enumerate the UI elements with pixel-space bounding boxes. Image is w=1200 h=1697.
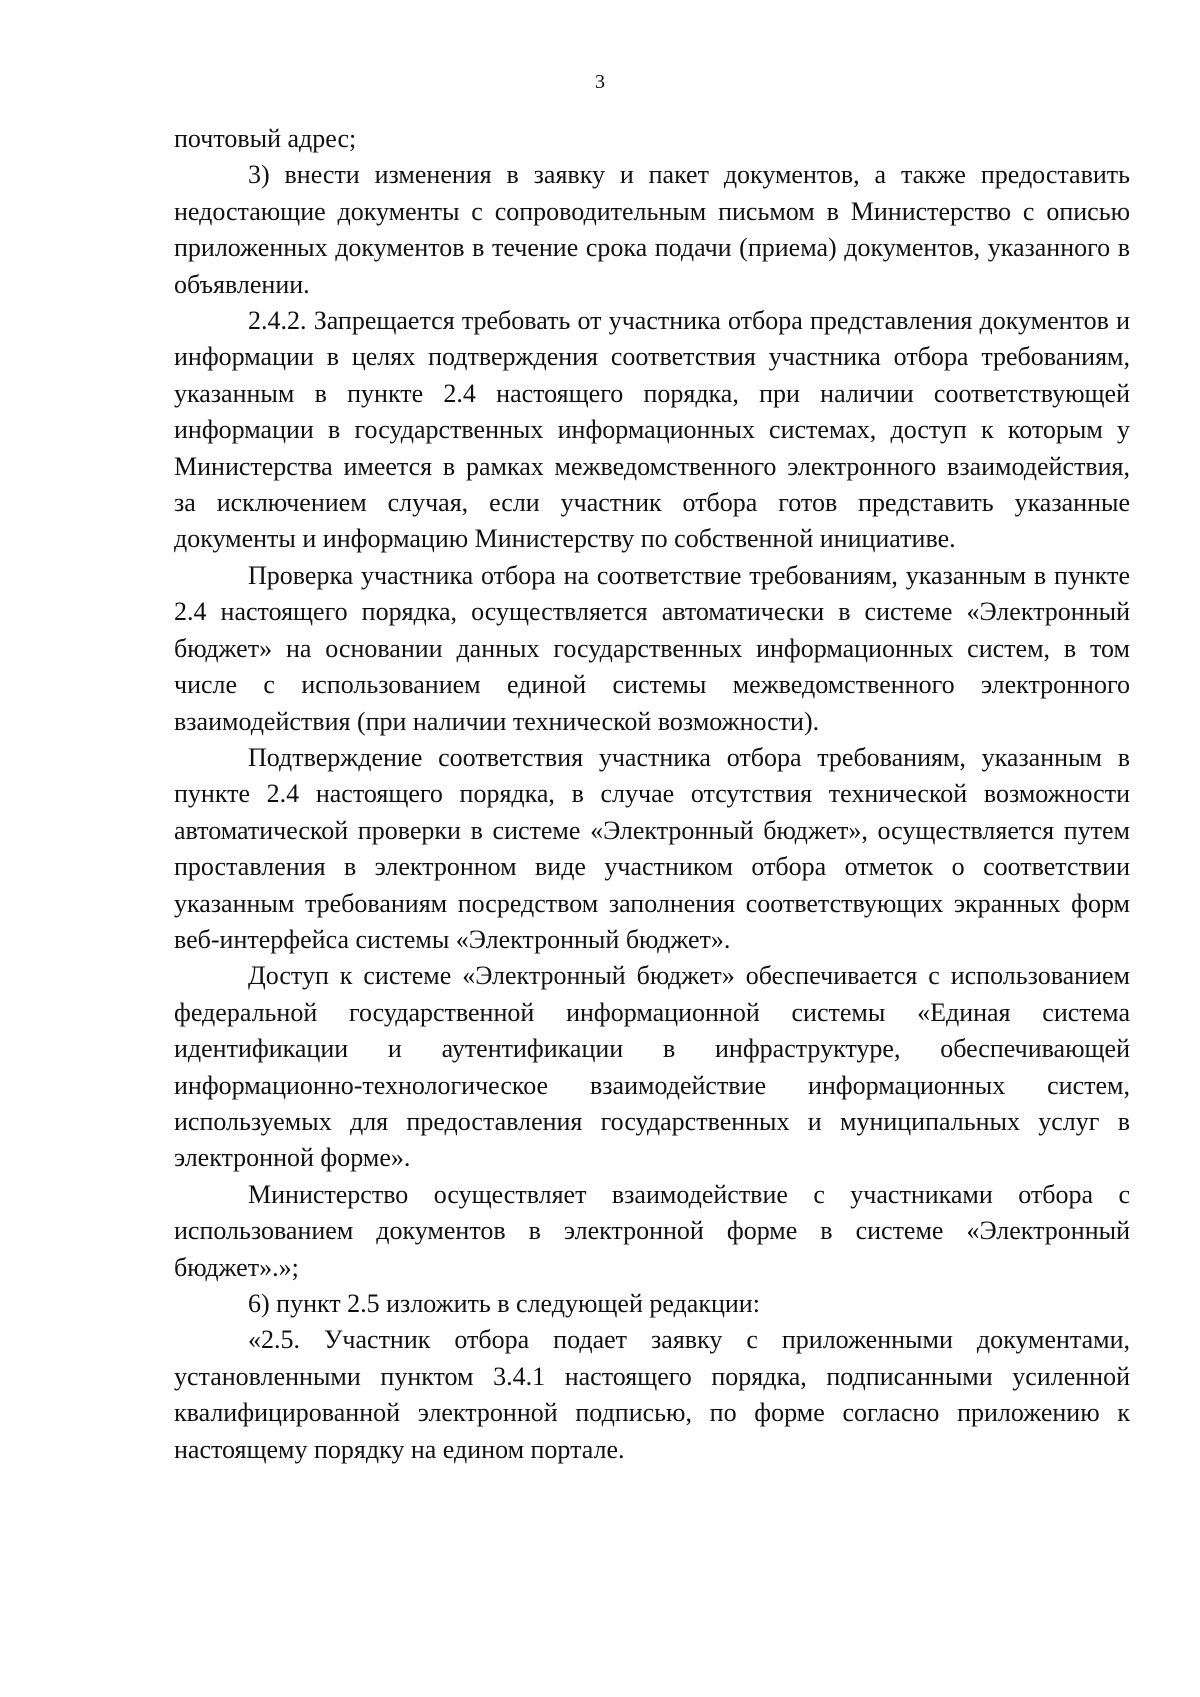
paragraph-2-5: «2.5. Участник отбора подает заявку с приложенными документами, установленными пунктом 3.4.1 настоящего порядка, подписанными усиленной квалифицированной электронной подписью, по форме согласно приложению к настоящему порядку на едином портале. — [174, 1325, 1130, 1464]
document-body — [174, 121, 1130, 1468]
paragraph-verification: Проверка участника отбора на соответствие требованиям, указанным в пункте 2.4 настоящего порядка, осуществляется автоматически в системе «Электронный бюджет» на основании данных государственных информационных систем, в том числе с использованием единой системы межведомственного электронного взаимодействия (при наличии технической возможности). — [174, 560, 1130, 736]
paragraph-access: Доступ к системе «Электронный бюджет» обеспечивается с использованием федеральной государственной информационной системы «Единая система идентификации и аутентификации в инфраструктуре, обеспечивающей информационно-технологическое взаимодействие информационных систем, используемых для предоставления государственных и муниципальных услуг в электронной форме». — [174, 961, 1130, 1173]
paragraph-2-4-2: 2.4.2. Запрещается требовать от участника отбора представления документов и информации в целях подтверждения соответствия участника отбора требованиям, указанным в пункте 2.4 настоящего порядка, при наличии соответствующей информации в государственных информационных системах, доступ к которым у Министерства имеется в рамках межведомственного электронного взаимодействия, за исключением случая, если участник отбора готов представить указанные документы и информацию Министерству по собственной инициативе. — [174, 306, 1130, 554]
paragraph-item-6: 6) пункт 2.5 изложить в следующей редакции: — [248, 1289, 760, 1318]
paragraph-ministry-interaction: Министерство осуществляет взаимодействие с участниками отбора с использованием документов в электронной форме в системе «Электронный бюджет».»; — [174, 1179, 1130, 1282]
paragraph-postal-address: почтовый адрес; — [174, 124, 357, 153]
page-number: 3 — [595, 71, 605, 93]
paragraph-confirmation: Подтверждение соответствия участника отбора требованиям, указанным в пункте 2.4 настоящего порядка, в случае отсутствия технической возможности автоматической проверки в системе «Электронный бюджет», осуществляется путем проставления в электронном виде участником отбора отметок о соответствии указанным требованиям посредством заполнения соответствующих экранных форм веб-интерфейса системы «Электронный бюджет». — [174, 742, 1130, 954]
paragraph-item-3: 3) внести изменения в заявку и пакет документов, а также предоставить недостающие документы с сопроводительным письмом в Министерство с описью приложенных документов в течение срока подачи (приема) документов, указанного в объявлении. — [174, 160, 1130, 299]
